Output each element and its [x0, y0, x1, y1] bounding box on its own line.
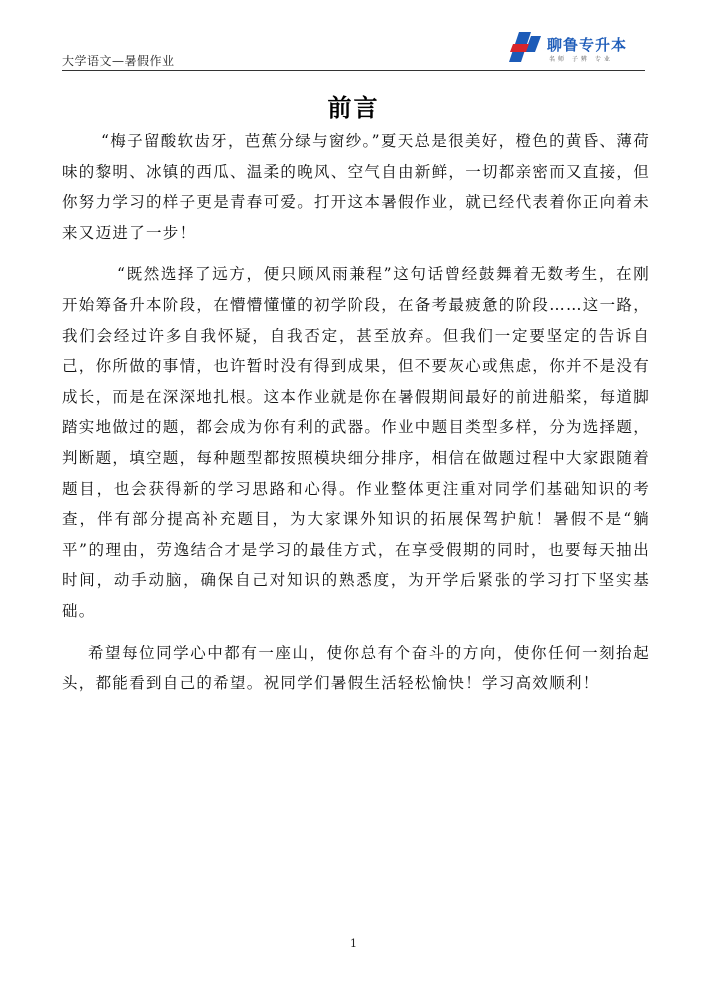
logo-mark-icon: [509, 32, 543, 62]
logo-name: 聊鲁专升本: [547, 36, 628, 54]
header-divider: [62, 70, 645, 71]
preface-paragraph-1: “梅子留酸软齿牙，芭蕉分绿与窗纱。”夏天总是很美好，橙色的黄昏、薄荷味的黎明、冰镇的西瓜、温柔的晚风、空气自由新鲜，一切都亲密而又直接，但你努力学习的样子更是青春可爱。打开这本暑假作业，就已经代表着你正向着未来又迈进了一步！: [62, 132, 651, 242]
preface-body: [62, 126, 650, 699]
page-title: 前言: [327, 94, 380, 122]
brand-logo: [509, 28, 641, 68]
page-header: [62, 28, 645, 72]
preface-paragraph-2: “既然选择了远方，便只顾风雨兼程”这句话曾经鼓舞着无数考生，在刚开始筹备升本阶段，在懵懵懂懂的初学阶段，在备考最疲惫的阶段……这一路，我们会经过许多自我怀疑，自我否定，甚至放弃。但我们一定要坚定的告诉自己，你所做的事情，也许暂时没有得到成果，但不要灰心或焦虑，你并不是没有成长，而是在深深地扎根。这本作业就是你在暑假期间最好的前进船桨，每道脚踏实地做过的题，都会成为你有利的武器。作业中题目类型多样，分为选择题，判断题，填空题，每种题型都按照模块细分排序，相信在做题过程中大家跟随着题目，也会获得新的学习思路和心得。作业整体更注重对同学们基础知识的考查，伴有部分提高补充题目，为大家课外知识的拓展保驾护航！暑假不是“躺平”的理由，劳逸结合才是学习的最佳方式，在享受假期的同时，也要每天抽出时间，动手动脑，确保自己对知识的熟悉度，为开学后紧张的学习打下坚实基础。: [62, 265, 651, 620]
logo-slogan: 名师 子辨 专业: [549, 56, 613, 63]
page-number: 1: [350, 937, 357, 950]
preface-paragraph-3: 希望每位同学心中都有一座山，使你总有个奋斗的方向，使你任何一刻抬起头，都能看到自己的希望。祝同学们暑假生活轻松愉快！学习高效顺利！: [62, 643, 650, 693]
header-title: 大学语文—暑假作业: [62, 54, 175, 68]
